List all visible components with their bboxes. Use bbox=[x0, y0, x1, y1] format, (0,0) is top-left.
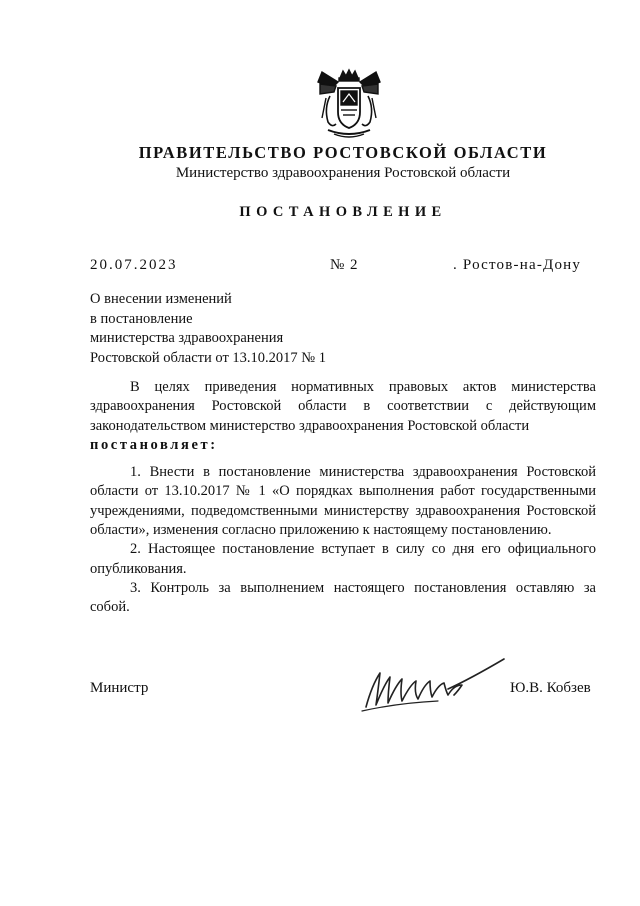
signatory-position: Министр bbox=[90, 680, 149, 696]
signatory-name: Ю.В. Кобзев bbox=[510, 680, 591, 696]
subject-line: Ростовской области от 13.10.2017 № 1 bbox=[90, 349, 326, 366]
intro-text: В целях приведения нормативных правовых актов министерства здравоохранения Ростовской области в соответствии с действующим законодательством министерство здравоохранения Ростовской области bbox=[90, 379, 596, 434]
decree-word: постановляет: bbox=[90, 436, 218, 453]
intro-paragraph bbox=[90, 378, 596, 455]
document-type-title: ПОСТАНОВЛЕНИЕ bbox=[239, 204, 447, 220]
government-title: ПРАВИТЕЛЬСТВО РОСТОВСКОЙ ОБЛАСТИ bbox=[138, 143, 548, 162]
document-body bbox=[90, 378, 596, 618]
document-city: . Ростов-на-Дону bbox=[453, 257, 582, 273]
subject-line: в постановление bbox=[90, 310, 193, 327]
document-number: № 2 bbox=[330, 257, 359, 273]
decree-item-1: 1. Внести в постановление министерства здравоохранения Ростовской области от 13.10.2017 № 1 «О порядках выполнения работ государственными учреждениями, подведомственными министерству здравоохранения Ростовской области», изменения согласно приложению к настоящему постановлению. bbox=[90, 464, 596, 539]
ministry-name: Министерство здравоохранения Ростовской области bbox=[175, 165, 511, 181]
document-subject bbox=[90, 290, 326, 368]
signature-icon bbox=[358, 655, 508, 715]
subject-line: О внесении изменений bbox=[90, 291, 232, 307]
coat-of-arms-icon bbox=[314, 68, 384, 140]
subject-line: министерства здравоохранения bbox=[90, 330, 284, 347]
document-date: 20.07.2023 bbox=[90, 257, 178, 273]
decree-item-2: 2. Настоящее постановление вступает в силу со дня его официального опубликования. bbox=[90, 541, 596, 577]
decree-item-3: 3. Контроль за выполнением настоящего постановления оставляю за собой. bbox=[90, 579, 596, 616]
